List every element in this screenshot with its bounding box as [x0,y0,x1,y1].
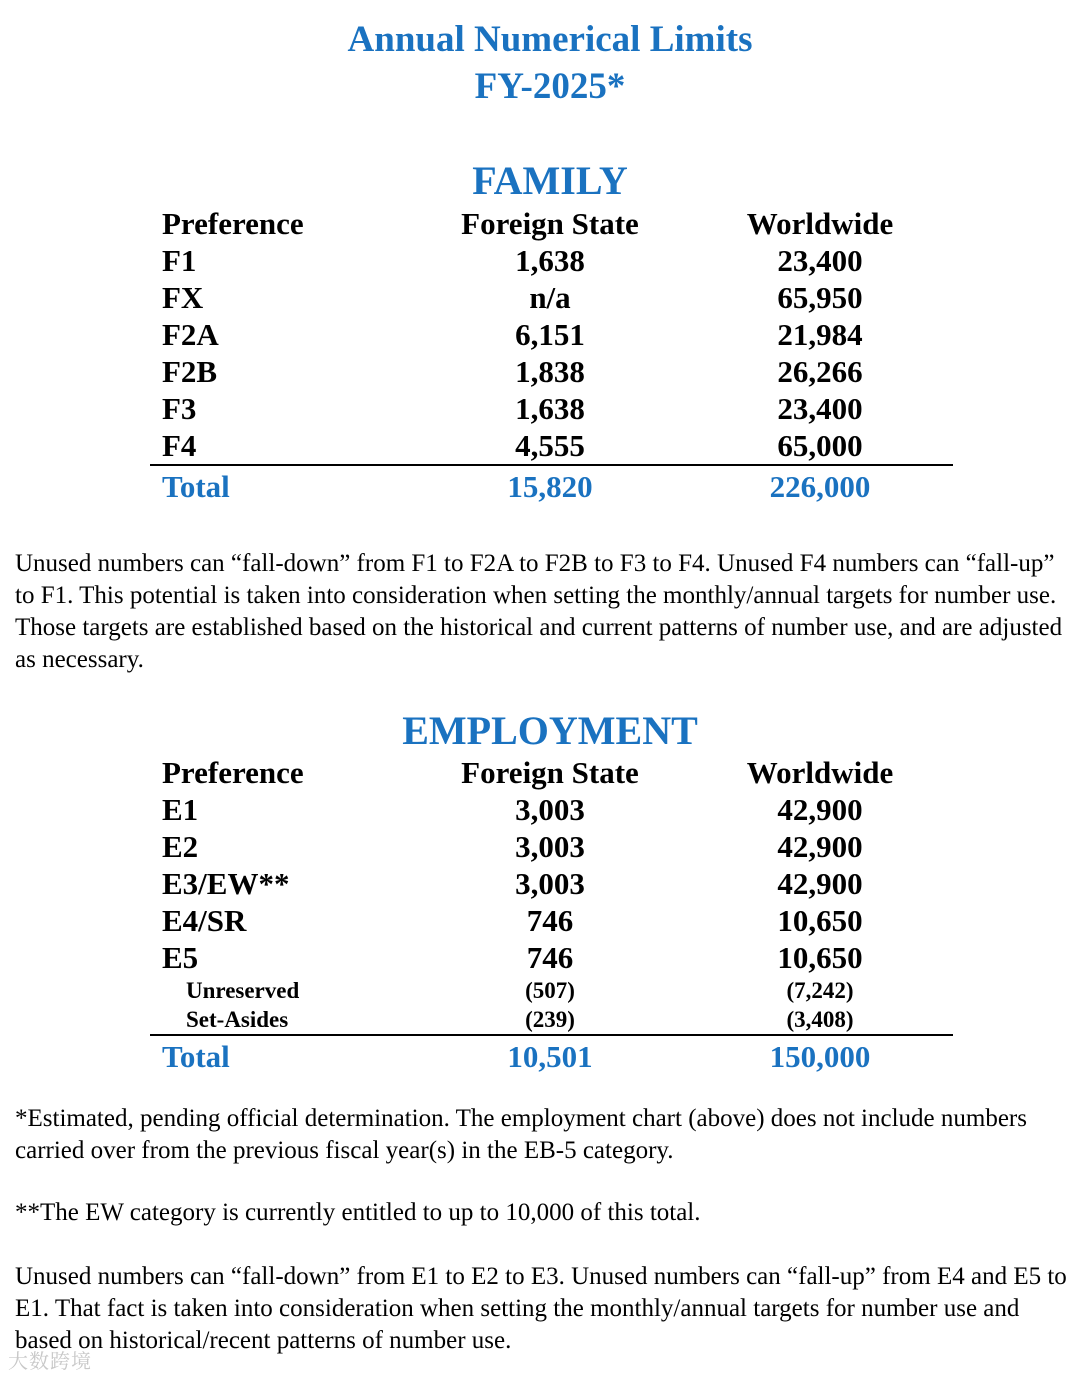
foreign-state-cell: 1,838 [515,354,585,389]
worldwide-cell: 23,400 [777,391,863,426]
table-row [150,242,953,279]
preference-cell: E5 [162,940,199,975]
page-title: Annual Numerical Limits [347,19,753,60]
footnote-ew: **The EW category is currently entitled to up to 10,000 of this total. [15,1199,701,1226]
total-worldwide: 226,000 [769,469,871,504]
worldwide-cell: 65,950 [777,280,863,315]
preference-cell: F3 [162,391,197,426]
table-row [150,316,953,353]
column-header-preference: Preference [162,755,304,790]
worldwide-cell: (3,408) [786,1007,854,1032]
foreign-state-cell: (507) [525,978,575,1003]
worldwide-cell: 21,984 [777,317,863,352]
foreign-state-cell: (239) [525,1007,575,1032]
foreign-state-cell: 3,003 [515,866,585,901]
table-row [150,791,953,828]
preference-cell: E4/SR [162,903,247,938]
total-worldwide: 150,000 [769,1039,871,1074]
table-header-row [150,754,953,791]
preference-cell: F1 [162,243,197,278]
worldwide-cell: 10,650 [777,903,863,938]
table-header-row [150,205,953,242]
total-row [150,468,953,505]
watermark: 大数跨境 [8,1349,92,1373]
foreign-state-cell: 3,003 [515,792,585,827]
worldwide-cell: 65,000 [777,428,863,463]
column-header-preference: Preference [162,206,304,241]
employment-note: Unused numbers can “fall-down” from E1 to E2 to E3. Unused numbers can “fall-up” from E4 and E5 to E1. That fact is taken into consideration when setting the monthly/annual targets for number use and based on historical/recent patterns of number use. [15,1263,1067,1354]
column-header-foreign-state: Foreign State [461,206,639,241]
foreign-state-cell: 3,003 [515,829,585,864]
family-heading: FAMILY [472,158,628,203]
foreign-state-cell: 746 [526,940,574,975]
table-subrow [150,976,953,1005]
worldwide-cell: 23,400 [777,243,863,278]
worldwide-cell: 42,900 [777,792,863,827]
column-header-worldwide: Worldwide [746,755,894,790]
worldwide-cell: (7,242) [786,978,854,1003]
foreign-state-cell: 6,151 [515,317,585,352]
foreign-state-cell: n/a [529,280,571,315]
total-label: Total [162,469,230,504]
total-divider [150,464,953,466]
foreign-state-cell: 1,638 [515,391,585,426]
employment-heading: EMPLOYMENT [402,708,698,753]
preference-cell: Unreserved [186,978,300,1003]
family-note: Unused numbers can “fall-down” from F1 to F2A to F2B to F3 to F4. Unused F4 numbers can “fall-up” to F1. This potential is taken into consideration when setting the monthly/annual targets for number use. Those targets are established based on the historical and current patterns of number use, and are adjusted as necessary. [15,550,1063,673]
preference-cell: F4 [162,428,197,463]
preference-cell: F2A [162,317,219,352]
total-row [150,1038,953,1075]
employment-table [150,754,953,1075]
preference-cell: FX [162,280,204,315]
preference-cell: E3/EW** [162,866,290,901]
foreign-state-cell: 746 [526,903,574,938]
preference-cell: Set-Asides [186,1007,289,1032]
table-row [150,353,953,390]
total-foreign-state: 15,820 [507,469,593,504]
table-row [150,390,953,427]
table-row [150,902,953,939]
worldwide-cell: 10,650 [777,940,863,975]
column-header-foreign-state: Foreign State [461,755,639,790]
column-header-worldwide: Worldwide [746,206,894,241]
total-divider [150,1034,953,1036]
total-label: Total [162,1039,230,1074]
page-subtitle: FY-2025* [474,66,626,107]
table-row [150,939,953,976]
family-table [150,205,953,505]
table-subrow [150,1005,953,1034]
foreign-state-cell: 4,555 [515,428,585,463]
table-row [150,828,953,865]
worldwide-cell: 42,900 [777,829,863,864]
preference-cell: E1 [162,792,199,827]
table-row [150,279,953,316]
table-row [150,427,953,464]
foreign-state-cell: 1,638 [515,243,585,278]
preference-cell: E2 [162,829,199,864]
total-foreign-state: 10,501 [507,1039,593,1074]
preference-cell: F2B [162,354,218,389]
footnote-estimated: *Estimated, pending official determination. The employment chart (above) does not include numbers carried over from the previous fiscal year(s) in the EB-5 category. [15,1105,1027,1164]
table-row [150,865,953,902]
worldwide-cell: 42,900 [777,866,863,901]
worldwide-cell: 26,266 [777,354,863,389]
